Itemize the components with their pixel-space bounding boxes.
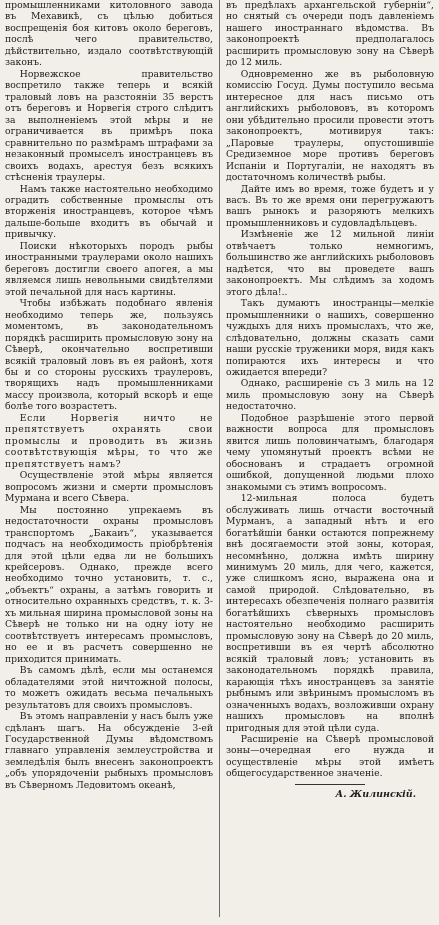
paragraph: Если Норвегія ничто не препятствуетъ охранять свои промыслы и проводить въ жизнь соотвѣтствующія мѣры, то что же препятствуетъ намъ? (5, 412, 213, 470)
right-column (226, 0, 434, 801)
paragraph: Намъ также настоятельно необходимо оградить собственные промыслы отъ вторженія иностранцевъ, которое чѣмъ дальше-больше входитъ въ обычай и привычку. (5, 183, 213, 241)
paragraph: Чтобы избѣжать подобнаго явленія необходимо теперь же, пользуясь моментомъ, въ законодательномъ порядкѣ расширить промысловую зону на Сѣверѣ, окончательно воспретивши всякій траловый ловъ въ ея районѣ, хотя бы и со стороны русскихъ траулеровъ, творящихъ надъ промышленниками массу произвола, который вскорѣ и еще болѣе того возрастетъ. (5, 298, 213, 413)
paragraph: въ предѣлахъ архангельской губерніи“, но снятый съ очереди подъ давленіемъ нашего иностраннаго вѣдомства. Въ законопроектѣ предполагалось расширить промысловую зону на Сѣверѣ до 12 миль. (226, 0, 434, 69)
paragraph: Дайте имъ во время, тоже будетъ и у васъ. Въ то же время они перегружаютъ вашъ рынокъ и разоряютъ мелкихъ промышленниковъ и судовладѣльцевъ. (226, 183, 434, 229)
paragraph: Мы постоянно упрекаемъ въ недостаточности охраны промысловъ транспортомъ „Бакаиъ“, указывается подчасъ на необходимость пріобрѣтенія для этой цѣли едва ли не большихъ крейсеровъ. Однако, прежде всего необходимо точно установить, т. с., „объектъ“ охраны, а затѣмъ говорить и относительно охранныхъ средствъ, т. к. 3-хъ мильная ширина промысловой зоны на Сѣверѣ не только ни на одну іоту не соотвѣтствуетъ интересамъ промысловъ, но ее и въ расчетъ совершенно не приходится принимать. (5, 504, 213, 665)
paragraph: промышленниками китоловного завода въ Мехавикѣ, съ цѣлью добиться воспрещенія боя китовъ около береговъ, послѣ чего правительство, дѣйствительно, издало соотвѣтствующій законъ. (5, 0, 213, 69)
left-column (5, 0, 213, 791)
paragraph: Такъ думаютъ иностранцы—мелкіе промышленники о нашихъ, совершенно чуждыхъ для нихъ промыслахъ, что же, слѣдовательно, должны сказать сами наши русскіе труженики моря, видя какъ попираются ихъ интересы и что ожидается впереди? (226, 298, 434, 378)
paragraph: Подобное разрѣшеніе этого первой важности вопроса для промысловъ явится лишь половинчатымъ, благодаря чему упомянутый проектъ всѣми не обоснованъ и страдаетъ огромной ошибкой, допущенной людьми плохо знакомыми съ этимъ вопросомъ. (226, 412, 434, 493)
end-rule (295, 784, 365, 785)
paragraph: Осуществленіе этой мѣры является вопросомъ жизни и смерти промысловъ Мурмана и всего Сѣвера. (5, 470, 213, 505)
paragraph: Въ самомъ дѣлѣ, если мы останемся обладателями этой ничтожной полосы, то можетъ ожидать весьма печальныхъ результатовъ для своихъ промысловъ. (5, 665, 213, 711)
column-divider (219, 0, 220, 917)
paragraph: Измѣненіе же 12 мильной линіи отвѣчаетъ только немногимъ, большинство же английскихъ рыболововъ надѣется, что вы проведете вашъ законопроектъ. Мы слѣдимъ за ходомъ этого дѣла!.. (226, 229, 434, 298)
paragraph: Норвежское правительство воспретило также теперь и всякій траловый ловъ на разстояніи 35 верстъ отъ береговъ и Норвегія строго слѣдитъ за выполненіемъ этой мѣры и не ограничивается въ примѣръ пока сравнительно по размѣрамъ штрафами за незаконный промыселъ иностранцевъ въ своихъ водахъ, арестуя безъ всякихъ стѣсненія траулеры. (5, 68, 213, 184)
paragraph: Одновременно же въ рыболовную комиссію Госуд. Думы поступило весьма интересное для насъ письмо отъ английскихъ рыболововъ, въ которомъ они убѣдительно просили провести этотъ законопроектъ, мотивируя такъ: „Паровые траулеры, опустошившіе Средиземное море противъ береговъ Испаніи и Португаліи, не находятъ въ достаточномъ количествѣ рыбы. (226, 68, 434, 184)
paragraph: Поиски нѣкоторыхъ породъ рыбы иностранными траулерами около нашихъ береговъ достигли своего апогея, а мы являемся лишь невольными свидѣтелями этой печальной для насъ картины. (5, 240, 213, 298)
paragraph: Однако, расширеніе съ 3 миль на 12 миль промысловую зону на Сѣверѣ недостаточно. (226, 378, 434, 413)
author-signature: А. Жилинскій. (335, 788, 416, 800)
paragraph: Въ этомъ направленіи у насъ былъ уже сдѣланъ шагъ. На обсужденіе 3-ей Государственной Думы вѣдомствомъ главнаго управленія землеустройства и земледѣлія былъ внесенъ законопроектъ „объ упорядоченіи рыбныхъ промысловъ въ Сѣверномъ Ледовитомъ океанѣ, (5, 711, 213, 791)
paragraph: Расширеніе на Сѣверѣ промысловой зоны—очередная его нужда и осуществленіе мѣры этой имѣетъ общегосударственное значеніе. (226, 734, 434, 780)
paragraph: 12-мильная полоса будетъ обслуживать лишь отчасти восточный Мурманъ, а западный нѣтъ и его богатѣйшіи банки остаются попрежнему внѣ досягаемости этой зоны, которая, несомнѣнно, должна имѣть ширину минимумъ 20 миль, для чего, кажется, уже слишкомъ ясно, выражена она и самой природой. Слѣдовательно, въ интересахъ обезпеченія полнаго развитія богатѣйшихъ сѣверныхъ промысловъ настоятельно необходимо расширить промысловую зону на Сѣверѣ до 20 миль, воспретивши въ ея чертѣ абсолютно всякій траловый ловъ; установить въ законодательномъ порядкѣ правила, карающія тѣхъ иностранцевъ за занятіе рыбнымъ или звѣринымъ промысломъ въ означенныхъ водахъ, возложивши охрану нашихъ промысловъ на вполнѣ пригодныя для этой цѣли суда. (226, 493, 434, 734)
